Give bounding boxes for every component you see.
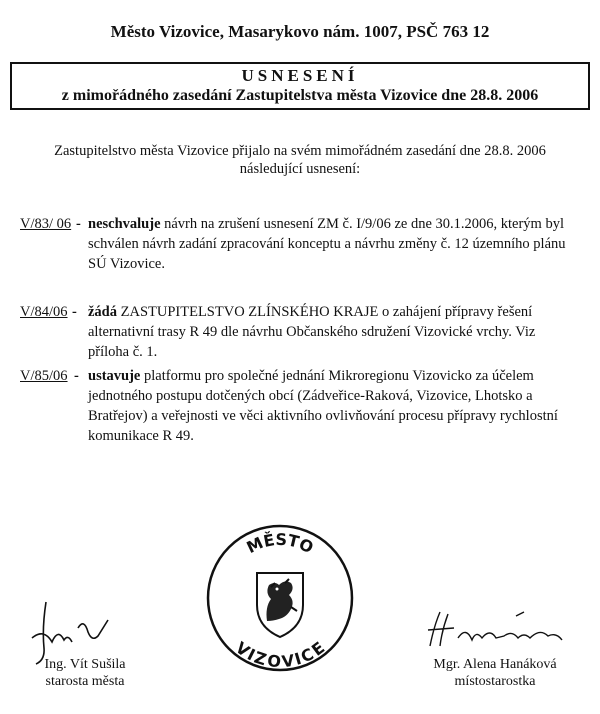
resolution-separator: - xyxy=(76,216,81,232)
stamp-bottom-text: VIZOVICE xyxy=(231,637,329,672)
signature-right-icon xyxy=(420,606,580,656)
resolution-keyword: ustavuje xyxy=(88,368,141,384)
stamp-top-text: MĚSTO xyxy=(243,529,317,558)
resolution-item xyxy=(20,302,580,362)
resolution-number: V/83/ 06 xyxy=(20,216,72,232)
resolution-body xyxy=(88,366,580,446)
resolution-number: V/84/06 xyxy=(20,304,68,320)
svg-text:MĚSTO xyxy=(244,530,317,557)
city-stamp xyxy=(205,523,355,673)
intro-line-1: Zastupitelstvo města Vizovice přijalo na svém mimořádném zasedání dne 28.8. 2006 xyxy=(54,143,546,159)
resolution-text: ZASTUPITELSTVO ZLÍNSKÉHO KRAJE o zahájení přípravy řešení alternativní trasy R 49 dle návrhu Občanského sdružení Vizovické vrchy. Viz příloha č. 1. xyxy=(88,304,536,360)
resolution-separator: - xyxy=(72,304,77,320)
resolution-keyword: neschvaluje xyxy=(88,216,161,232)
coat-of-arms-icon xyxy=(257,573,303,637)
resolution-number: V/85/06 xyxy=(20,368,68,384)
resolution-separator: - xyxy=(74,368,79,384)
signatory-role: starosta města xyxy=(45,674,125,689)
document-title: USNESENÍ xyxy=(241,66,359,85)
resolution-text: platformu pro společné jednání Mikroregionu Vizovicko za účelem jednotného postupu dotčených obcí (Zádveřice-Raková, Vizovice, Lhotsko a Bratřejov) a veřejnosti ve věci aktivního ovlivňování procesu přípravy rychlostní komunikace R 49. xyxy=(88,368,558,444)
resolution-text: návrh na zrušení usnesení ZM č. I/9/06 ze dne 30.1.2006, kterým byl schválen návrh zadání zpracování konceptu a návrhu změny č. 12 územního plánu SÚ Vizovice. xyxy=(88,216,566,272)
resolution-item xyxy=(20,366,580,446)
signature-block-right xyxy=(420,656,570,690)
intro-line-2: následující usnesení: xyxy=(239,161,361,177)
signatory-role: místostarostka xyxy=(454,674,536,689)
resolution-keyword: žádá xyxy=(88,304,117,320)
document-header: Město Vizovice, Masarykovo nám. 1007, PSČ 763 12 xyxy=(110,22,490,41)
resolution-body xyxy=(88,214,580,274)
title-box xyxy=(10,62,590,110)
signature-block-left xyxy=(20,656,150,690)
signatory-name: Mgr. Alena Hanáková xyxy=(433,657,557,672)
signatory-name: Ing. Vít Sušila xyxy=(44,657,126,672)
resolution-item xyxy=(20,214,580,274)
intro-paragraph xyxy=(20,142,580,178)
svg-text:VIZOVICE xyxy=(232,638,328,671)
resolution-body xyxy=(88,302,580,362)
document-subtitle: z mimořádného zasedání Zastupitelstva města Vizovice dne 28.8. 2006 xyxy=(61,87,539,104)
